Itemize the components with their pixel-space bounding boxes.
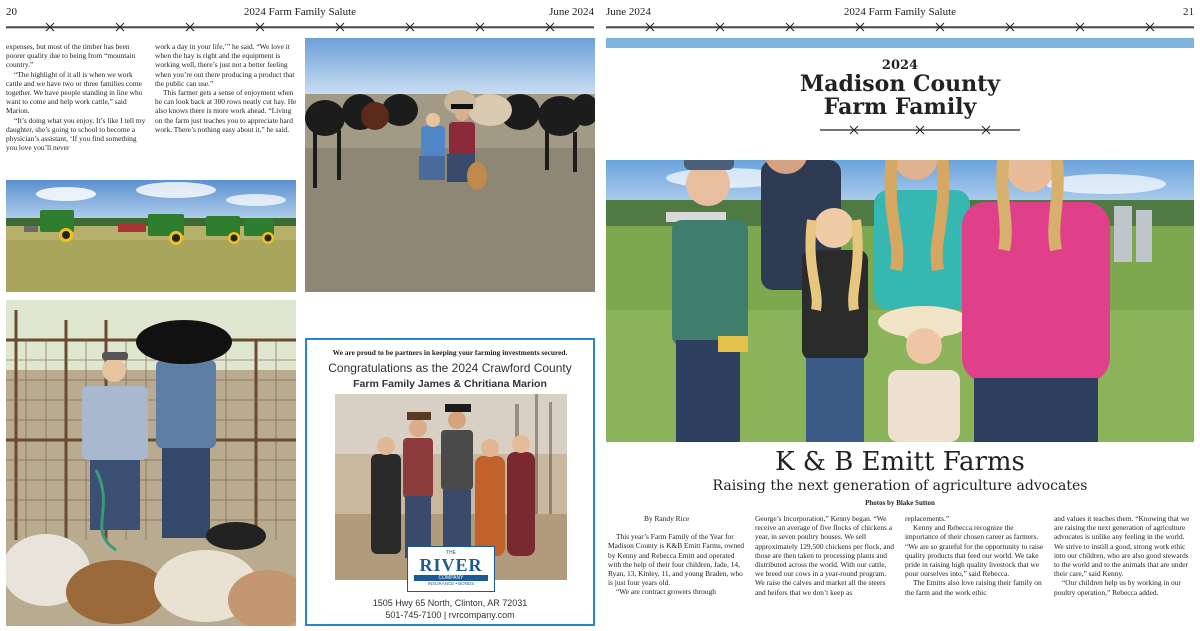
tractors-in-hayfield-photo (6, 180, 296, 292)
farm-name-headline: K & B Emitt Farms (775, 447, 1025, 477)
feature-year: 2024 (881, 58, 919, 73)
logo-the: THE (446, 550, 456, 556)
barbed-wire-divider (606, 22, 1194, 32)
article-column-2 (155, 42, 297, 134)
logo-insurance-bonds: INSURANCE • BONDS (427, 581, 475, 586)
ad-tagline: We are proud to be partners in keeping your farming investments secured. (332, 348, 568, 357)
couple-with-cattle-photo (305, 38, 595, 292)
issue-date: June 2024 (549, 6, 594, 18)
ad-address: 1505 Hwy 65 North, Clinton, AR 72031 (372, 598, 528, 608)
feature-title (600, 73, 1200, 119)
issue-date: June 2024 (606, 6, 651, 18)
paragraph: George’s Incorporation,” Kenny began. “We receive an average of five flocks of chickens a year, in seven poultry houses. We sell approximately 129,500 chickens per flock, and those are then taken to processing plants and distributed across the world. With our cattle, we breed our cows in a year-round program. We raise the calves and market all the steers and heifers that we don’t keep as (755, 514, 894, 597)
paragraph: “Our children help us by working in our poultry operation,” Rebecca added. (1054, 578, 1181, 597)
right-page (600, 0, 1200, 631)
page-number: 21 (1183, 6, 1194, 18)
paragraph: and values it teaches them. “Knowing that we are raising the next generation of agriculture advocates is unlike any feeling in the world. We strive to instill a good, strong work ethic into our children, who are also good stewards to the world and to the animals that are under their care,” said Kenny. (1054, 514, 1190, 579)
article-column-4 (1054, 514, 1194, 597)
photo-credit: Photos by Blake Sutton (865, 499, 935, 507)
paragraph: “We are contract growers through (616, 587, 716, 597)
running-title: 2024 Farm Family Salute (243, 6, 357, 18)
paragraph: “It’s doing what you enjoy. It’s like I tell my daughter, she’s going to school to become a physician’s assistant, ‘If you find something you love you’ll never (6, 115, 146, 153)
ad-phone-website[interactable]: 501-745-7100 | rvrcompany.com (385, 610, 515, 620)
paragraph: “The highlight of it all is when we work cattle and we have two or three families come together. We have people standing in line who want to come and help work cattle,” said Marion. (6, 69, 143, 116)
article-column-3 (905, 514, 1045, 597)
paragraph: Kenny and Rebecca recognize the importance of their chosen career as farmers. “We are so grateful for the opportunity to raise quality products that feed our world. We take pride in raising high quality livestock that we pour ourselves into,” said Rebecca. (905, 523, 1044, 579)
barbed-wire-accent (820, 125, 1020, 135)
page-number: 20 (6, 6, 17, 18)
paragraph: expenses, but most of the timber has been poorer quality due to being from “mountain country.” (6, 42, 136, 70)
ad-congrats-line: Congratulations as the 2024 Crawford County (328, 361, 572, 375)
blue-banner (606, 38, 1194, 48)
paragraph: This farmer gets a sense of enjoyment when he can look back at 300 rows neatly cut hay. He also knows there is more work ahead. “Living on the farm just teaches you to appreciate hard work. There’s nothing easy about it,” he said. (155, 88, 297, 134)
subheadline: Raising the next generation of agriculture advocates (712, 478, 1088, 494)
title-line-1: Madison County (799, 71, 1001, 97)
byline: By Randy Rice (644, 514, 690, 523)
article-column-1 (6, 42, 148, 152)
running-title: 2024 Farm Family Salute (843, 6, 957, 18)
left-page-header (6, 6, 594, 20)
article-column-2 (755, 514, 895, 597)
barbed-wire-divider (6, 22, 594, 32)
emitt-family-photo (606, 160, 1194, 442)
ad-family-names: Farm Family James & Chritiana Marion (353, 378, 547, 390)
paragraph: This year’s Farm Family of the Year for Madison County is K&B Emitt Farms, owned by Kenny and Rebecca Emitt and operated with the help of their four children, Jade, 14, Ryan, 13, Kinley, 11, and young Braden, who is just four years old. (608, 532, 745, 588)
title-line-2: Farm Family (823, 94, 977, 120)
logo-river: RIVER (419, 555, 483, 575)
river-company-logo (407, 546, 495, 592)
men-with-calves-in-pen-photo (6, 300, 296, 626)
right-page-header (606, 6, 1194, 20)
paragraph: The Emitts also love raising their family on the farm and the work ethic (905, 578, 1042, 597)
article-column-1 (608, 514, 748, 597)
paragraph: work a day in your life,’” he said. “We love it when the hay is right and the equipment is working well, there’s just not a better feeling when you’re out there producing a product that the public can use.” (155, 42, 295, 88)
river-company-ad[interactable] (305, 338, 595, 626)
logo-company: COMPANY (414, 575, 488, 581)
paragraph: replacements.” (905, 514, 950, 523)
